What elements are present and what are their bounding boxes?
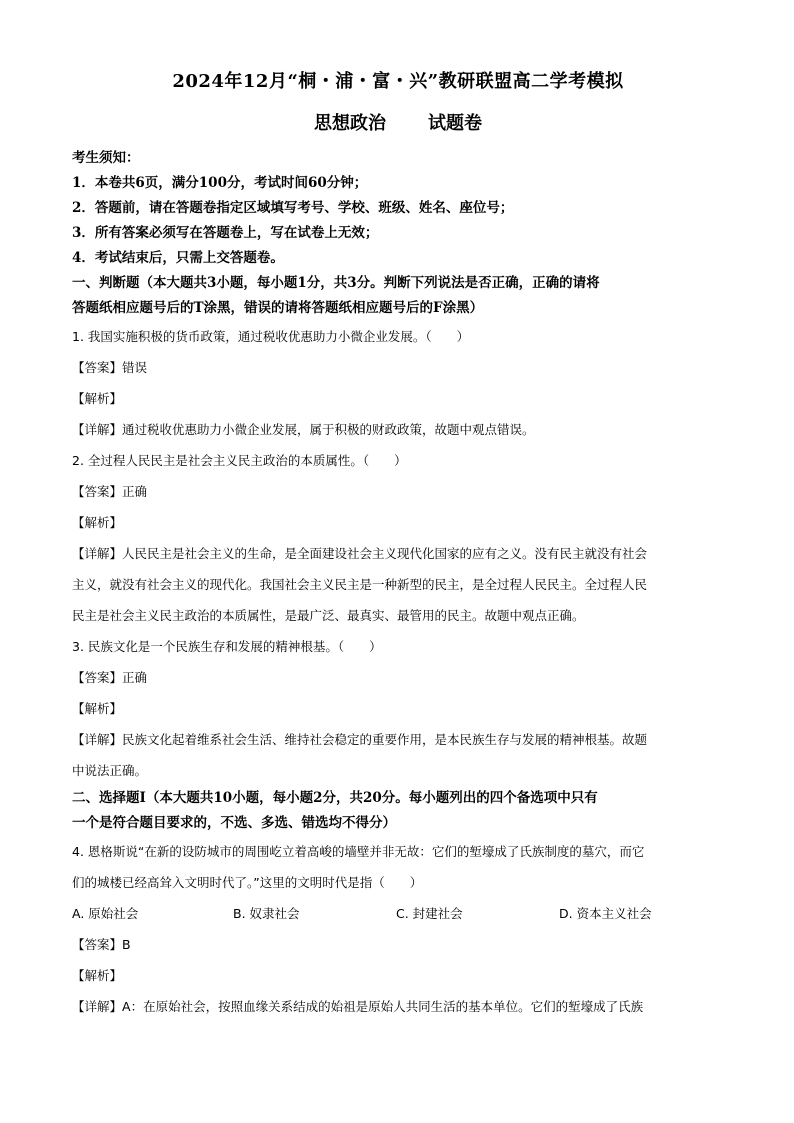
option-b: B. 奴隶社会 [233,906,300,921]
analysis-label: 【解析】 [72,391,123,406]
answer-line: 【答案】B [72,937,131,952]
notice-heading: 考生须知： [72,150,140,166]
notice-item: 1．本卷共6页，满分100分，考试时间60分钟； [72,175,368,191]
answer-line: 【答案】错误 [72,360,148,375]
detail-line: 主义，就没有社会主义的现代化。我国社会主义民主是一种新型的民主，是全过程人民民主。全过程人民 [72,577,648,592]
answer-value: 正确 [122,670,148,685]
question-4 [72,836,724,898]
subject-name: 思想政治 [314,113,386,134]
question-stem: 3. 民族文化是一个民族生存和发展的精神根基。（ ） [72,639,382,654]
analysis-label: 【解析】 [72,515,123,530]
detail-line: 【详解】民族文化起着维系社会生活、维持社会稳定的重要作用，是本民族生存与发展的精神根基。故题 [72,732,648,747]
answer-value: B [122,937,131,952]
answer-line: 【答案】正确 [72,670,148,685]
analysis-label: 【解析】 [72,968,123,983]
question-stem: 2. 全过程人民民主是社会主义民主政治的本质属性。（ ） [72,453,407,468]
exam-title: 2024年12月“桐・浦・富・兴”教研联盟高二学考模拟 [172,71,624,92]
question-stem: 们的城楼已经高耸入文明时代了。”这里的文明时代是指（ ） [72,875,423,890]
notice-item: 2．答题前，请在答题卷指定区域填写考号、学校、班级、姓名、座位号； [72,200,514,216]
section-1-heading: 一、判断题（本大题共3小题，每小题1分，共3分。判断下列说法是否正确，正确的请将 答题纸相应题号后的T涂黑，错误的请将答题纸相应题号后的F涂黑） [72,275,600,316]
notice-item: 3．所有答案必须写在答题卷上，写在试卷上无效； [72,225,379,241]
option-c: C. 封建社会 [396,906,463,921]
detail-line: 【详解】人民民主是社会主义的生命，是全面建设社会主义现代化国家的应有之义。没有民主就没有社会 [72,546,648,561]
question-stem: 4. 恩格斯说“在新的设防城市的周围屹立着高峻的墙壁并非无故：它们的堑壕成了氏族制度的墓穴，而它 [72,844,645,859]
detail-line: 民主是社会主义民主政治的本质属性，是最广泛、最真实、最管用的民主。故题中观点正确。 [72,608,585,623]
analysis-label: 【解析】 [72,701,123,716]
question-4-options [72,898,724,929]
question-stem: 1. 我国实施积极的货币政策，通过税收优惠助力小微企业发展。（ ） [72,329,470,344]
exam-subtitle [72,108,724,140]
question-4-solution [72,929,724,1022]
answer-value: 错误 [122,360,148,375]
question-3 [72,631,724,786]
detail-line: 中说法正确。 [72,763,148,778]
question-1 [72,321,724,445]
detail-line: 【详解】A：在原始社会，按照血缘关系结成的始祖是原始人共同生活的基本单位。它们的堑壕成了氏族 [72,999,644,1014]
option-a: A. 原始社会 [72,906,139,921]
question-2 [72,445,724,631]
exam-page [72,66,724,1022]
answer-value: 正确 [122,484,148,499]
exam-notice [72,146,724,271]
notice-item: 4．考试结束后，只需上交答题卷。 [72,250,284,266]
detail-line: 【详解】通过税收优惠助力小微企业发展，属于积极的财政政策，故题中观点错误。 [72,422,535,437]
section-2-heading: 二、选择题Ⅰ（本大题共10小题，每小题2分，共20分。每小题列出的四个备选项中只有 一个是符合题目要求的，不选、多选、错选均不得分） [72,790,598,831]
option-d: D. 资本主义社会 [559,906,652,921]
paper-name: 试题卷 [428,113,482,134]
answer-line: 【答案】正确 [72,484,148,499]
